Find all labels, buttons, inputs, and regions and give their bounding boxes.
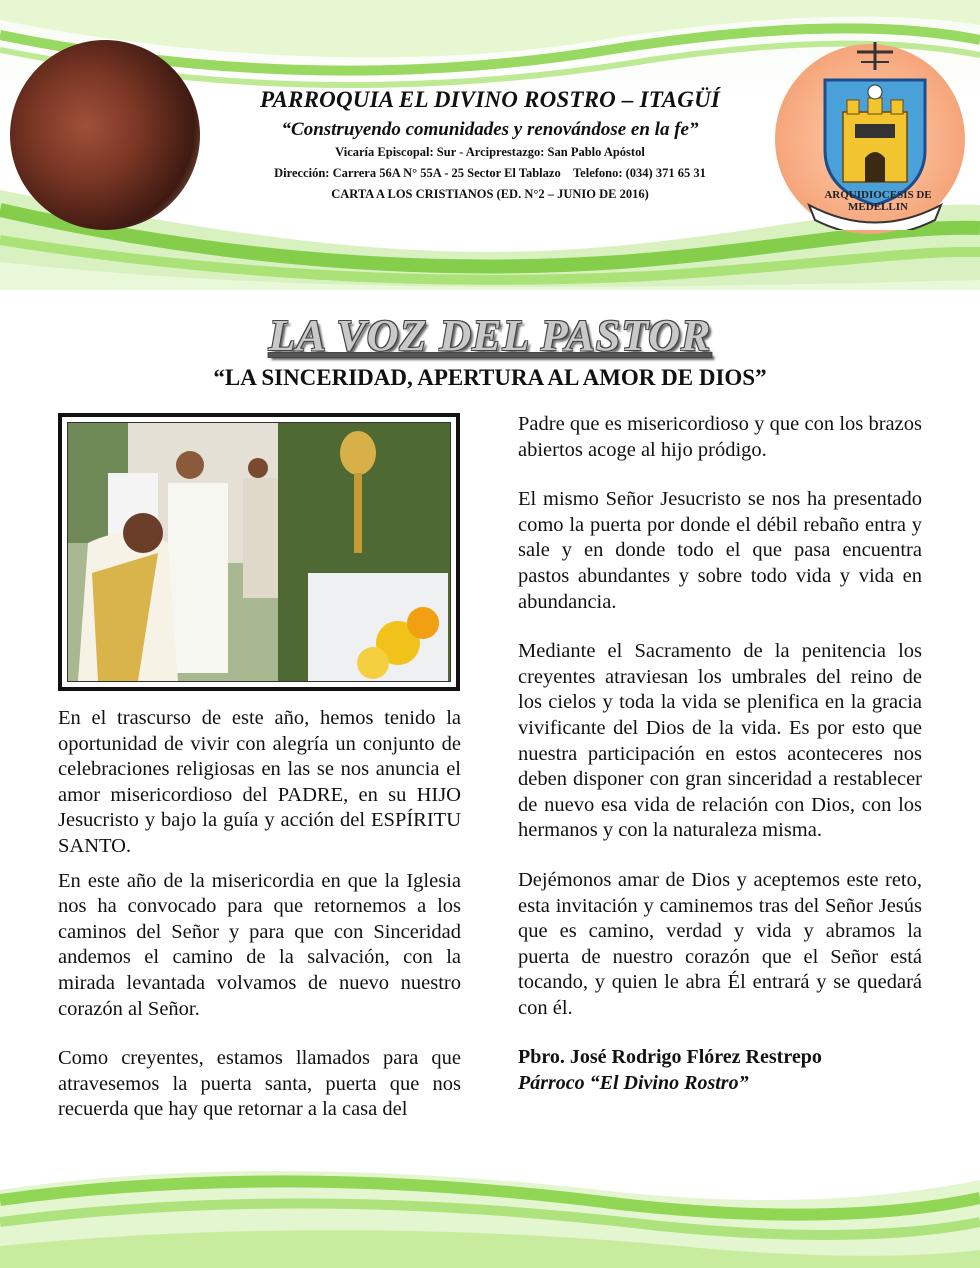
photo-frame [58,413,460,691]
article-paragraph: Como creyentes, estamos llamados para que atravesemos la puerta santa, puerta que nos recuerda que hay que retornar a la casa del [58,1047,461,1121]
article-subtitle: “LA SINCERIDAD, APERTURA AL AMOR DE DIOS” [213,365,767,390]
signature-role: Párroco “El Divino Rostro” [518,1072,749,1095]
article-left-column [58,706,461,1123]
article-right-column [518,412,922,1097]
edition-line: CARTA A LOS CRISTIANOS (ED. N°2 – JUNIO DE 2016) [331,187,649,201]
divine-face-image [10,40,200,230]
header-text-block [200,86,780,205]
eucharistic-procession-photo [67,422,451,682]
parish-motto: “Construyendo comunidades y renovándose en la fe” [281,119,699,140]
article-paragraph: Dejémonos amar de Dios y aceptemos este reto, esta invitación y caminemos tras del Señor Jesús que es camino, verdad y vida y abramos la puerta de nuestro corazón que el Señor está tocando, y quien le abra Él entrará y se quedará con él. [518,868,922,1019]
green-wave-decoration [0,1160,980,1268]
vicariate-line: Vicaría Episcopal: Sur - Arciprestazgo: San Pablo Apóstol [335,145,645,159]
section-title: LA VOZ DEL PASTOR [268,311,712,360]
footer-banner [0,1160,980,1268]
article-paragraph: En el trascurso de este año, hemos tenido la oportunidad de vivir con alegría un conjunto de celebraciones religiosas en las se nos anuncia el amor misericordioso del PADRE, en su HIJO Jesucristo y bajo la guía y acción del ESPÍRITU SANTO. [58,707,461,857]
article-paragraph: Mediante el Sacramento de la penitencia los creyentes atraviesan los umbrales del reino de los cielos y toda la vida se plenifica en la gracia vivificante del Dios de la vida. Es por esto que nuestra participación en estos aconteceres nos deben disponer con gran sinceridad a restablecer de nuevo esa vida de relación con Dios, con los hermanos y con la naturaleza misma. [518,640,922,842]
crest-label: ARQUIDIOCESIS DE MEDELLIN [824,189,932,213]
article-paragraph: En este año de la misericordia en que la Iglesia nos ha convocado para que retornemos a los caminos del Señor y para que con Sinceridad andemos el camino de la salvación, con la mirada levantada volvamos de nuevo nuestro corazón al Señor. [58,869,461,1020]
signature-name: Pbro. José Rodrigo Flórez Restrepo [518,1046,822,1069]
parish-name: PARROQUIA EL DIVINO ROSTRO – ITAGÜÍ [259,87,721,112]
article-paragraph: Padre que es misericordioso y que con los brazos abiertos acoge al hijo pródigo. [518,413,922,461]
article-paragraph: El mismo Señor Jesucristo se nos ha presentado como la puerta por donde el débil rebaño entra y sale y en donde todo el que pasa encuentra pastos abundantes y sobre todo vida y vida en abundancia. [518,488,922,613]
address-line: Dirección: Carrera 56A N° 55A - 25 Sector El Tablazo Telefono: (034) 371 65 31 [274,166,706,180]
procession-photo-illustration [68,423,450,681]
